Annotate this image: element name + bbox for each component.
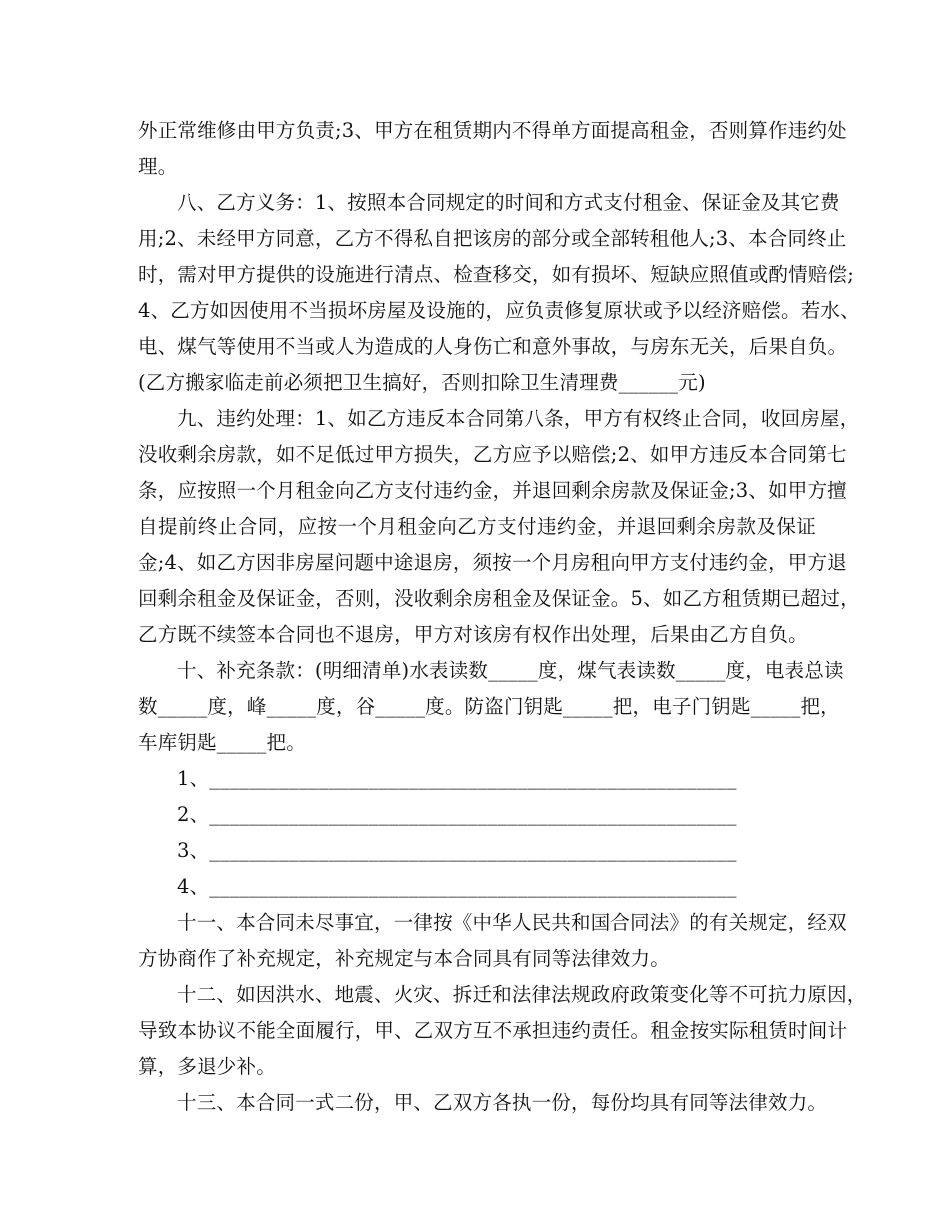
clause-9-line-2: 没收剩余房款，如不足低过甲方损失，乙方应予以赔偿;2、如甲方违反本合同第七 — [138, 443, 847, 466]
clause-8-line-5: 电、煤气等使用不当或人为造成的人身伤亡和意外事故，与房东无关，后果自负。 — [138, 335, 848, 358]
clause-9-line-3: 条，应按照一个月租金向乙方支付违约金，并退回剩余房款及保证金;3、如甲方擅 — [138, 479, 847, 502]
clause-10-line-2: 数_____度，峰_____度，谷_____度。防盗门钥匙_____把，电子门钥匙_____把， — [138, 695, 840, 718]
clause-10-line-3: 车库钥匙_____把。 — [138, 731, 306, 754]
clause-7-continuation-line-1: 外正常维修由甲方负责;3、甲方在租赁期内不得单方面提高租金，否则算作违约处 — [138, 119, 847, 142]
clause-8-line-6: (乙方搬家临走前必须把卫生搞好，否则扣除卫生清理费______元) — [138, 371, 706, 394]
clause-8-line-4: 4、乙方如因使用不当损坏房屋及设施的，应负责修复原状或予以经济赔偿。若水、 — [138, 299, 860, 322]
clause-11-line-2: 方协商作了补充规定，补充规定与本合同具有同等法律效力。 — [138, 947, 670, 970]
clause-8-line-3: 时，需对甲方提供的设施进行清点、检查移交，如有损坏、短缺应照值或酌情赔偿; — [138, 263, 854, 286]
clause-9-line-5: 金;4、如乙方因非房屋问题中途退房，须按一个月房租向甲方支付违约金，甲方退 — [138, 551, 847, 574]
blank-item-2: 2、_____________________________________________________ — [177, 803, 737, 826]
blank-item-4: 4、_____________________________________________________ — [177, 875, 737, 898]
clause-8-line-1: 八、乙方义务：1、按照本合同规定的时间和方式支付租金、保证金及其它费 — [177, 191, 840, 214]
blank-item-3: 3、_____________________________________________________ — [177, 839, 737, 862]
clause-7-continuation-line-2: 理。 — [138, 155, 178, 178]
clause-9-line-4: 自提前终止合同，应按一个月租金向乙方支付违约金，并退回剩余房款及保证 — [138, 515, 816, 538]
clause-8-line-2: 用;2、未经甲方同意，乙方不得私自把该房的部分或全部转租他人;3、本合同终止 — [138, 227, 847, 250]
blank-item-1: 1、_____________________________________________________ — [177, 767, 737, 790]
clause-10-line-1: 十、补充条款：(明细清单)水表读数_____度，煤气表读数_____度，电表总读 — [177, 659, 844, 682]
clause-13-line-1: 十三、本合同一式二份，甲、乙双方各执一份，每份均具有同等法律效力。 — [177, 1091, 828, 1114]
clause-9-line-6: 回剩余租金及保证金，否则，没收剩余房租金及保证金。5、如乙方租赁期已超过， — [138, 587, 860, 610]
clause-9-line-7: 乙方既不续签本合同也不退房，甲方对该房有权作出处理，后果由乙方自负。 — [138, 623, 808, 646]
clause-12-line-2: 导致本协议不能全面履行，甲、乙双方互不承担违约责任。租金按实际租赁时间计 — [138, 1019, 848, 1042]
clause-12-line-1: 十二、如因洪水、地震、火灾、拆迁和法律法规政府政策变化等不可抗力原因， — [177, 983, 867, 1006]
clause-9-line-1: 九、违约处理：1、如乙方违反本合同第八条，甲方有权终止合同，收回房屋， — [177, 407, 860, 430]
clause-11-line-1: 十一、本合同未尽事宜，一律按《中华人民共和国合同法》的有关规定，经双 — [177, 911, 847, 934]
clause-12-line-3: 算，多退少补。 — [138, 1055, 276, 1078]
